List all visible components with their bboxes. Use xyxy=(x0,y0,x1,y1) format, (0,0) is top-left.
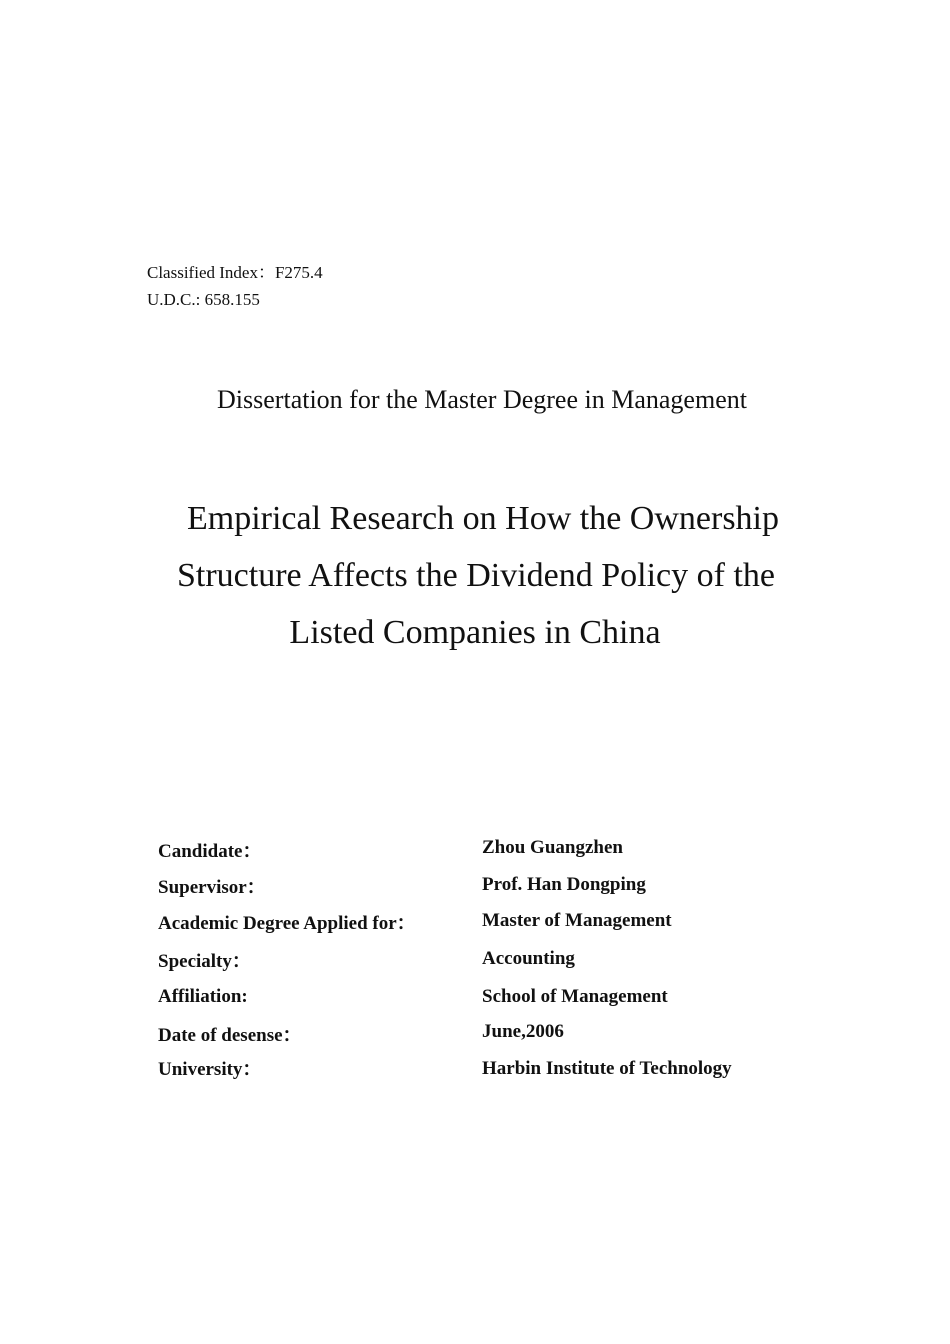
info-row-candidate xyxy=(158,836,858,866)
candidate-value: Zhou Guangzhen xyxy=(482,837,623,858)
date-label: Date of desense： xyxy=(158,1025,302,1046)
degree-label: Academic Degree Applied for： xyxy=(158,913,416,934)
udc-number: U.D.C.: 658.155 xyxy=(147,290,260,309)
university-label: University： xyxy=(158,1059,262,1080)
info-row-specialty xyxy=(158,946,858,976)
degree-line: Dissertation for the Master Degree in Management xyxy=(217,385,747,414)
info-row-university xyxy=(158,1054,858,1084)
date-value: June,2006 xyxy=(482,1021,564,1042)
candidate-label: Candidate： xyxy=(158,841,262,862)
info-row-degree xyxy=(158,908,858,938)
affiliation-value: School of Management xyxy=(482,986,668,1007)
info-row-affiliation xyxy=(158,986,858,1016)
title-line-3: Listed Companies in China xyxy=(289,614,661,651)
title-line-1: Empirical Research on How the Ownership xyxy=(187,500,779,537)
supervisor-value: Prof. Han Dongping xyxy=(482,874,646,895)
info-row-date xyxy=(158,1020,858,1050)
classification-block xyxy=(147,259,323,313)
specialty-label: Specialty： xyxy=(158,951,251,972)
thesis-title xyxy=(0,490,950,661)
title-line-2: Structure Affects the Dividend Policy of the xyxy=(176,557,776,594)
specialty-value: Accounting xyxy=(482,948,575,969)
degree-value: Master of Management xyxy=(482,910,672,931)
supervisor-label: Supervisor： xyxy=(158,877,266,898)
classified-index: Classified Index：F275.4 xyxy=(147,263,323,282)
university-value: Harbin Institute of Technology xyxy=(482,1058,732,1079)
info-row-supervisor xyxy=(158,872,858,902)
affiliation-label: Affiliation: xyxy=(158,986,248,1007)
